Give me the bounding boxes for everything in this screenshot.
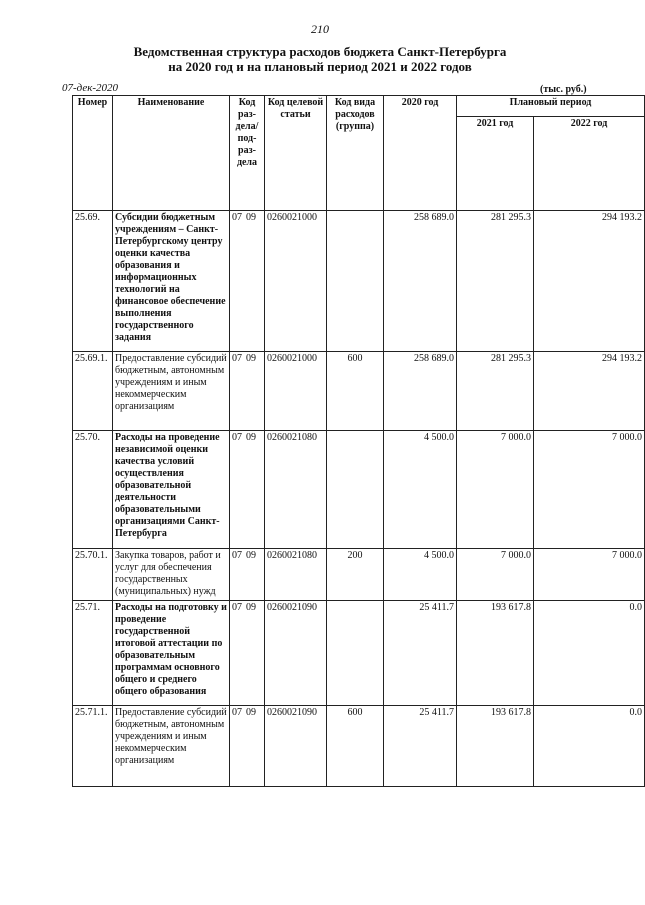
header-target: Код целевой статьи (265, 96, 327, 211)
row-name: Расходы на подготовку и проведение государственной итоговой аттестации по образовательным программам основного общего и среднего общего образования (113, 601, 230, 706)
row-number: 25.71. (73, 601, 113, 706)
row-2020: 4 500.0 (384, 431, 457, 549)
subsection-code: 09 (246, 707, 256, 718)
row-expense-type (327, 601, 384, 706)
row-2021: 193 617.8 (457, 601, 534, 706)
row-2020: 25 411.7 (384, 706, 457, 787)
row-number: 25.71.1. (73, 706, 113, 787)
row-target-code: 0260021000 (265, 352, 327, 431)
section-code: 07 (232, 602, 242, 613)
table-row (73, 352, 645, 431)
header-name: Наименование (113, 96, 230, 211)
row-target-code: 0260021090 (265, 706, 327, 787)
row-2021: 7 000.0 (457, 431, 534, 549)
row-target-code: 0260021090 (265, 601, 327, 706)
row-section-code (230, 549, 265, 601)
table-row (73, 706, 645, 787)
table-row (73, 601, 645, 706)
table-row (73, 431, 645, 549)
row-name: Предоставление субсидий бюджетным, автономным учреждениям и иным некоммерческим организациям (113, 706, 230, 787)
row-target-code: 0260021080 (265, 549, 327, 601)
section-code: 07 (232, 550, 242, 561)
row-number: 25.70.1. (73, 549, 113, 601)
row-number: 25.70. (73, 431, 113, 549)
row-expense-type: 600 (327, 706, 384, 787)
row-2022: 7 000.0 (534, 549, 645, 601)
header-2022: 2022 год (534, 117, 645, 211)
row-expense-type: 600 (327, 352, 384, 431)
header-planned-period: Плановый период (457, 96, 645, 117)
section-code: 07 (232, 432, 242, 443)
row-2021: 281 295.3 (457, 211, 534, 352)
header-2020: 2020 год (384, 96, 457, 211)
row-section-code (230, 431, 265, 549)
row-section-code (230, 601, 265, 706)
row-2021: 281 295.3 (457, 352, 534, 431)
row-name: Субсидии бюджетным учреждениям – Санкт-Петербургскому центру оценки качества образования и информационных технологий на финансовое обеспечение выполнения государственного задания (113, 211, 230, 352)
title-line-2: на 2020 год и на плановый период 2021 и 2022 годов (168, 59, 472, 74)
row-section-code (230, 211, 265, 352)
row-expense-type (327, 431, 384, 549)
row-section-code (230, 352, 265, 431)
section-code: 07 (232, 353, 242, 364)
page-number: 210 (311, 22, 329, 36)
header-section: Код раз- дела/ под- раз- дела (230, 96, 265, 211)
title-line-1: Ведомственная структура расходов бюджета Санкт-Петербурга (133, 44, 507, 59)
row-name: Расходы на проведение независимой оценки качества условий осуществления образовательной деятельности образовательными организациями Санкт-Петербурга (113, 431, 230, 549)
row-expense-type: 200 (327, 549, 384, 601)
row-name: Закупка товаров, работ и услуг для обеспечения государственных (муниципальных) нужд (113, 549, 230, 601)
row-2022: 0.0 (534, 601, 645, 706)
section-code: 07 (232, 212, 242, 223)
row-2020: 4 500.0 (384, 549, 457, 601)
header-number: Номер (73, 96, 113, 211)
header-expense-type: Код вида расходов (группа) (327, 96, 384, 211)
row-number: 25.69. (73, 211, 113, 352)
table-row (73, 549, 645, 601)
row-2020: 258 689.0 (384, 211, 457, 352)
row-target-code: 0260021080 (265, 431, 327, 549)
row-section-code (230, 706, 265, 787)
header-2021: 2021 год (457, 117, 534, 211)
row-expense-type (327, 211, 384, 352)
subsection-code: 09 (246, 432, 256, 443)
row-2021: 193 617.8 (457, 706, 534, 787)
section-code: 07 (232, 707, 242, 718)
row-2020: 258 689.0 (384, 352, 457, 431)
subsection-code: 09 (246, 353, 256, 364)
row-2022: 0.0 (534, 706, 645, 787)
subsection-code: 09 (246, 602, 256, 613)
row-2022: 294 193.2 (534, 352, 645, 431)
report-date: 07-дек-2020 (62, 82, 119, 94)
table-row (73, 211, 645, 352)
row-number: 25.69.1. (73, 352, 113, 431)
row-name: Предоставление субсидий бюджетным, автономным учреждениям и иным некоммерческим организациям (113, 352, 230, 431)
subsection-code: 09 (246, 212, 256, 223)
document-title (0, 44, 640, 74)
units-label: (тыс. руб.) (540, 84, 587, 95)
budget-table (72, 95, 645, 787)
row-2020: 25 411.7 (384, 601, 457, 706)
row-2021: 7 000.0 (457, 549, 534, 601)
row-target-code: 0260021000 (265, 211, 327, 352)
row-2022: 7 000.0 (534, 431, 645, 549)
row-2022: 294 193.2 (534, 211, 645, 352)
subsection-code: 09 (246, 550, 256, 561)
